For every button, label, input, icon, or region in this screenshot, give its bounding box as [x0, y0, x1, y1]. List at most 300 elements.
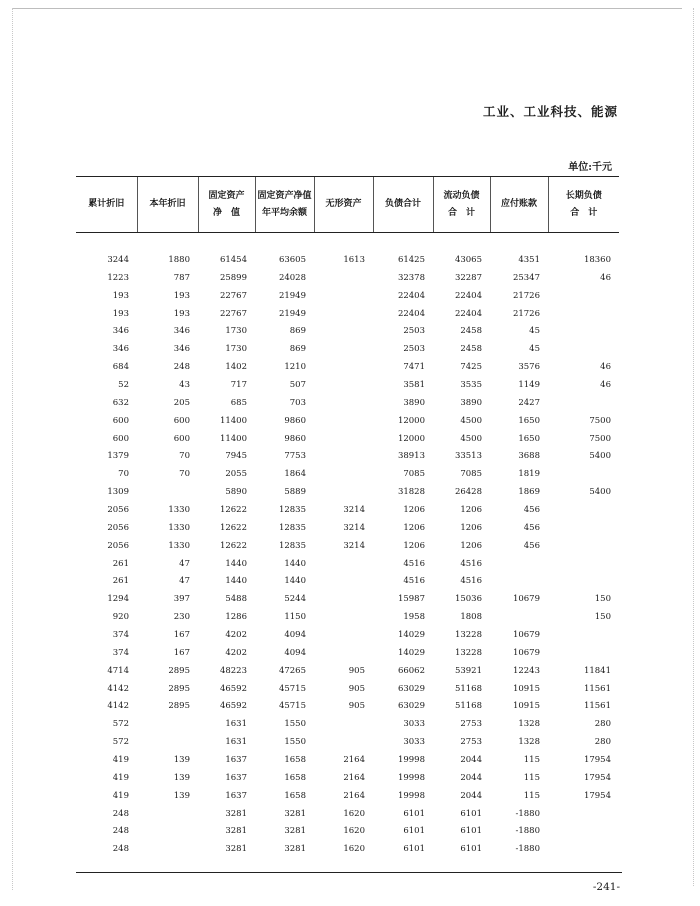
- table-cell: 70: [118, 469, 129, 480]
- table-cell: 1620: [343, 844, 365, 855]
- table-cell: 3281: [225, 808, 247, 819]
- table-cell: 13228: [454, 629, 482, 640]
- table-cell: 6101: [403, 844, 425, 855]
- table-cell: [314, 715, 373, 733]
- table-cell: 261: [112, 558, 129, 569]
- table-cell: 47: [179, 576, 190, 587]
- table-cell: 47265: [278, 665, 306, 676]
- table-cell: 4500: [460, 433, 482, 444]
- table-cell: 12243: [512, 665, 540, 676]
- table-cell: 48223: [219, 665, 247, 676]
- table-cell: 1631: [225, 719, 247, 730]
- table-cell: 248: [112, 844, 129, 855]
- table-cell: 6101: [403, 826, 425, 837]
- table-cell: 1637: [225, 790, 247, 801]
- table-cell: [548, 555, 619, 573]
- table-cell: 1206: [403, 522, 425, 533]
- table-cell: [548, 287, 619, 305]
- table-cell: 3281: [284, 826, 306, 837]
- table-cell: 600: [112, 433, 129, 444]
- table-cell: 11400: [219, 433, 247, 444]
- table-cell: 1223: [107, 272, 129, 283]
- table-cell: 1286: [225, 612, 247, 623]
- table-cell: 15987: [397, 594, 425, 605]
- table-cell: 22404: [454, 290, 482, 301]
- table-row: [76, 697, 619, 715]
- table-cell: 1613: [343, 254, 365, 265]
- table-cell: 52: [118, 379, 129, 390]
- table-cell: 3281: [225, 844, 247, 855]
- right-margin-rule: [693, 8, 694, 886]
- table-cell: 1819: [518, 469, 540, 480]
- table-cell: 374: [112, 629, 129, 640]
- table-cell: 6101: [460, 826, 482, 837]
- table-cell: 43: [179, 379, 190, 390]
- table-cell: 1206: [460, 540, 482, 551]
- table-cell: 6101: [460, 808, 482, 819]
- table-cell: 10679: [512, 594, 540, 605]
- table-cell: 3033: [403, 719, 425, 730]
- table-cell: 261: [112, 576, 129, 587]
- table-cell: 1149: [518, 379, 540, 390]
- table-row: [76, 769, 619, 787]
- table-cell: 9860: [284, 415, 306, 426]
- table-cell: 193: [173, 290, 190, 301]
- table-cell: 63029: [397, 683, 425, 694]
- table-cell: 2055: [225, 469, 247, 480]
- table-cell: 2056: [107, 504, 129, 515]
- table-cell: 684: [112, 362, 129, 373]
- column-header: 固定资产 净 值: [198, 177, 255, 233]
- table-cell: 346: [112, 326, 129, 337]
- table-cell: 1637: [225, 772, 247, 783]
- table-cell: 2164: [343, 772, 365, 783]
- column-header: 固定资产净值 年平均余额: [255, 177, 314, 233]
- table-row: [76, 305, 619, 323]
- table-cell: [548, 840, 619, 858]
- table-row: [76, 519, 619, 537]
- table-cell: [137, 483, 198, 501]
- table-cell: [548, 394, 619, 412]
- table-cell: 7085: [403, 469, 425, 480]
- table-cell: 12000: [397, 415, 425, 426]
- table-cell: 1330: [168, 522, 190, 533]
- table-cell: 572: [112, 737, 129, 748]
- table-cell: 1869: [518, 487, 540, 498]
- table-cell: 32378: [397, 272, 425, 283]
- table-cell: 1206: [460, 504, 482, 515]
- table-cell: 703: [289, 397, 306, 408]
- table-cell: 1550: [284, 737, 306, 748]
- table-cell: 2895: [168, 701, 190, 712]
- table-cell: 3244: [107, 254, 129, 265]
- table-cell: 4142: [107, 701, 129, 712]
- table-cell: 7945: [225, 451, 247, 462]
- column-header: 累计折旧: [76, 177, 137, 233]
- table-cell: 12835: [278, 540, 306, 551]
- table-cell: 2753: [460, 737, 482, 748]
- table-cell: 1379: [107, 451, 129, 462]
- table-cell: 11561: [583, 683, 611, 694]
- table-cell: [548, 519, 619, 537]
- table-cell: 248: [112, 808, 129, 819]
- table-header-row: [76, 177, 619, 233]
- table-row: [76, 358, 619, 376]
- table-cell: 18360: [583, 254, 611, 265]
- table-cell: 2458: [460, 326, 482, 337]
- table-row: [76, 340, 619, 358]
- table-cell: 7500: [589, 433, 611, 444]
- table-cell: 11400: [219, 415, 247, 426]
- table-cell: 2427: [518, 397, 540, 408]
- table-cell: 456: [523, 522, 540, 533]
- header-spacer-row: [76, 233, 619, 252]
- table-cell: [314, 465, 373, 483]
- table-row: [76, 251, 619, 269]
- table-cell: 4500: [460, 415, 482, 426]
- table-row: [76, 680, 619, 698]
- table-cell: 1294: [107, 594, 129, 605]
- table-cell: 193: [173, 308, 190, 319]
- table-cell: [314, 608, 373, 626]
- table-row: [76, 662, 619, 680]
- table-cell: 19998: [397, 754, 425, 765]
- table-cell: 2056: [107, 522, 129, 533]
- table-cell: 22404: [454, 308, 482, 319]
- table-row: [76, 608, 619, 626]
- table-cell: [137, 715, 198, 733]
- top-border-rule: [12, 8, 682, 9]
- table-cell: 9860: [284, 433, 306, 444]
- table-cell: 14029: [397, 647, 425, 658]
- table-cell: 167: [173, 629, 190, 640]
- table-cell: [548, 626, 619, 644]
- bottom-rule: [76, 872, 622, 873]
- table-cell: [314, 376, 373, 394]
- table-cell: 46: [600, 379, 611, 390]
- table-cell: 1880: [168, 254, 190, 265]
- table-cell: 1150: [284, 612, 306, 623]
- table-cell: 632: [112, 397, 129, 408]
- table-cell: 3688: [518, 451, 540, 462]
- table-cell: 1650: [518, 415, 540, 426]
- table-cell: 5400: [589, 451, 611, 462]
- table-cell: 115: [523, 772, 540, 783]
- table-row: [76, 447, 619, 465]
- table-cell: 1650: [518, 433, 540, 444]
- left-margin-rule: [12, 8, 13, 890]
- table-row: [76, 572, 619, 590]
- table-cell: 1730: [225, 344, 247, 355]
- table-cell: 374: [112, 647, 129, 658]
- table-cell: 905: [348, 665, 365, 676]
- table-cell: 45: [529, 326, 540, 337]
- table-cell: 22404: [397, 290, 425, 301]
- table-cell: [314, 340, 373, 358]
- table-row: [76, 787, 619, 805]
- table-cell: 4516: [460, 576, 482, 587]
- table-cell: 10915: [512, 701, 540, 712]
- table-cell: 3581: [403, 379, 425, 390]
- table-cell: [314, 322, 373, 340]
- table-cell: 1210: [284, 362, 306, 373]
- table-cell: [490, 572, 548, 590]
- table-cell: 2164: [343, 790, 365, 801]
- table-cell: 21949: [278, 290, 306, 301]
- table-row: [76, 465, 619, 483]
- table-cell: 1620: [343, 826, 365, 837]
- table-cell: 12622: [219, 522, 247, 533]
- table-cell: 2503: [403, 344, 425, 355]
- table-cell: 38913: [397, 451, 425, 462]
- table-cell: 7500: [589, 415, 611, 426]
- table-cell: 47: [179, 558, 190, 569]
- table-cell: 45715: [278, 701, 306, 712]
- table-cell: 15036: [454, 594, 482, 605]
- table-cell: 2044: [460, 772, 482, 783]
- table-cell: [314, 644, 373, 662]
- table-cell: 572: [112, 719, 129, 730]
- table-cell: 2044: [460, 790, 482, 801]
- table-cell: 21726: [512, 290, 540, 301]
- table-cell: 31828: [397, 487, 425, 498]
- table-cell: 4714: [107, 665, 129, 676]
- table-cell: 4516: [460, 558, 482, 569]
- table-cell: 22767: [219, 308, 247, 319]
- table-cell: [137, 733, 198, 751]
- table-cell: [137, 805, 198, 823]
- table-cell: 51168: [454, 683, 482, 694]
- table-cell: 2044: [460, 754, 482, 765]
- table-cell: 600: [173, 415, 190, 426]
- table-cell: [314, 590, 373, 608]
- table-cell: 1206: [460, 522, 482, 533]
- table-cell: 1440: [284, 576, 306, 587]
- table-cell: 1328: [518, 737, 540, 748]
- table-row: [76, 626, 619, 644]
- table-cell: 1658: [284, 790, 306, 801]
- table-cell: 3214: [343, 540, 365, 551]
- table-cell: 12000: [397, 433, 425, 444]
- table-cell: [548, 823, 619, 841]
- table-cell: -1880: [515, 844, 540, 855]
- table-cell: [314, 626, 373, 644]
- table-cell: [314, 572, 373, 590]
- table-cell: 53921: [454, 665, 482, 676]
- table-cell: 70: [179, 451, 190, 462]
- table-cell: 17954: [583, 790, 611, 801]
- table-cell: 5244: [284, 594, 306, 605]
- table-cell: 600: [112, 415, 129, 426]
- table-cell: 1550: [284, 719, 306, 730]
- table-cell: 24028: [278, 272, 306, 283]
- table-cell: 13228: [454, 647, 482, 658]
- table-cell: 7471: [403, 362, 425, 373]
- table-cell: 600: [173, 433, 190, 444]
- table-cell: 4516: [403, 576, 425, 587]
- table-cell: 2503: [403, 326, 425, 337]
- financial-table: [76, 176, 619, 858]
- table-cell: 397: [173, 594, 190, 605]
- section-title: 工业、工业科技、能源: [482, 104, 618, 119]
- table-cell: 26428: [454, 487, 482, 498]
- table-cell: 6101: [460, 844, 482, 855]
- table-cell: 43065: [454, 254, 482, 265]
- table-cell: 1330: [168, 504, 190, 515]
- table-row: [76, 430, 619, 448]
- table-cell: 11841: [583, 665, 611, 676]
- table-cell: 1328: [518, 719, 540, 730]
- table-cell: 63029: [397, 701, 425, 712]
- table-row: [76, 287, 619, 305]
- table-cell: 4202: [225, 647, 247, 658]
- table-cell: 193: [112, 308, 129, 319]
- table-cell: 4202: [225, 629, 247, 640]
- table-cell: [314, 394, 373, 412]
- table-cell: 419: [112, 754, 129, 765]
- table-cell: 22404: [397, 308, 425, 319]
- table-cell: [548, 572, 619, 590]
- table-cell: 45715: [278, 683, 306, 694]
- table-cell: 10679: [512, 647, 540, 658]
- table-cell: 4142: [107, 683, 129, 694]
- table-cell: 1658: [284, 754, 306, 765]
- table-cell: 5488: [225, 594, 247, 605]
- table-cell: 1206: [403, 540, 425, 551]
- table-cell: 4094: [284, 647, 306, 658]
- table-cell: 1620: [343, 808, 365, 819]
- table-row: [76, 322, 619, 340]
- table-cell: 869: [289, 344, 306, 355]
- table-cell: [314, 430, 373, 448]
- table-row: [76, 805, 619, 823]
- table-cell: 33513: [454, 451, 482, 462]
- table-cell: 167: [173, 647, 190, 658]
- table-cell: 3214: [343, 504, 365, 515]
- table-cell: 1309: [107, 487, 129, 498]
- table-cell: 61454: [219, 254, 247, 265]
- table-cell: 346: [173, 344, 190, 355]
- table-cell: 150: [594, 612, 611, 623]
- table-cell: 4351: [518, 254, 540, 265]
- table-cell: 139: [173, 790, 190, 801]
- table-cell: 2164: [343, 754, 365, 765]
- table-cell: 1330: [168, 540, 190, 551]
- table-cell: [314, 733, 373, 751]
- table-cell: [548, 340, 619, 358]
- table-cell: 139: [173, 772, 190, 783]
- table-cell: 5889: [284, 487, 306, 498]
- table-cell: 230: [173, 612, 190, 623]
- table-cell: 6101: [403, 808, 425, 819]
- table-cell: 2753: [460, 719, 482, 730]
- table-row: [76, 269, 619, 287]
- table-cell: [314, 555, 373, 573]
- table-row: [76, 823, 619, 841]
- table-cell: 1440: [225, 558, 247, 569]
- table-body: [76, 233, 619, 859]
- table-row: [76, 644, 619, 662]
- table-cell: [314, 447, 373, 465]
- table-cell: 1440: [225, 576, 247, 587]
- table-row: [76, 751, 619, 769]
- table-cell: 17954: [583, 772, 611, 783]
- table-cell: 248: [112, 826, 129, 837]
- table-cell: 10915: [512, 683, 540, 694]
- table-cell: 456: [523, 504, 540, 515]
- table-cell: [314, 305, 373, 323]
- table-cell: 1808: [460, 612, 482, 623]
- table-row: [76, 537, 619, 555]
- table-cell: 1730: [225, 326, 247, 337]
- table-cell: [137, 823, 198, 841]
- table-cell: 5890: [225, 487, 247, 498]
- table-cell: [548, 465, 619, 483]
- table-cell: 1864: [284, 469, 306, 480]
- table-cell: 2895: [168, 665, 190, 676]
- table-cell: 115: [523, 790, 540, 801]
- table-cell: 3890: [460, 397, 482, 408]
- table-cell: 787: [173, 272, 190, 283]
- table-cell: 21949: [278, 308, 306, 319]
- table-cell: 346: [173, 326, 190, 337]
- table-cell: [314, 287, 373, 305]
- table-cell: 12622: [219, 540, 247, 551]
- table-cell: 150: [594, 594, 611, 605]
- table-cell: 205: [173, 397, 190, 408]
- table-row: [76, 733, 619, 751]
- table-cell: 25347: [512, 272, 540, 283]
- table-cell: 920: [112, 612, 129, 623]
- table-row: [76, 590, 619, 608]
- table-cell: 7753: [284, 451, 306, 462]
- table-cell: 46592: [219, 683, 247, 694]
- table-cell: 63605: [278, 254, 306, 265]
- table-cell: 115: [523, 754, 540, 765]
- table-cell: 12835: [278, 522, 306, 533]
- table-cell: 4094: [284, 629, 306, 640]
- table-cell: 419: [112, 772, 129, 783]
- table-cell: 4516: [403, 558, 425, 569]
- financial-table-container: [76, 176, 619, 858]
- table-cell: -1880: [515, 826, 540, 837]
- table-cell: 3281: [284, 808, 306, 819]
- table-cell: 19998: [397, 790, 425, 801]
- table-cell: 2458: [460, 344, 482, 355]
- table-cell: 3890: [403, 397, 425, 408]
- table-cell: [548, 537, 619, 555]
- table-cell: 346: [112, 344, 129, 355]
- table-row: [76, 555, 619, 573]
- table-row: [76, 483, 619, 501]
- table-cell: 717: [230, 379, 247, 390]
- table-cell: [490, 608, 548, 626]
- table-cell: 280: [594, 737, 611, 748]
- table-row: [76, 412, 619, 430]
- table-cell: [490, 555, 548, 573]
- table-cell: 456: [523, 540, 540, 551]
- table-cell: 22767: [219, 290, 247, 301]
- table-cell: 7425: [460, 362, 482, 373]
- table-cell: 46: [600, 272, 611, 283]
- table-cell: 11561: [583, 701, 611, 712]
- table-cell: -1880: [515, 808, 540, 819]
- table-cell: [548, 501, 619, 519]
- table-cell: [548, 644, 619, 662]
- table-cell: [548, 305, 619, 323]
- table-cell: 46: [600, 362, 611, 373]
- table-cell: 5400: [589, 487, 611, 498]
